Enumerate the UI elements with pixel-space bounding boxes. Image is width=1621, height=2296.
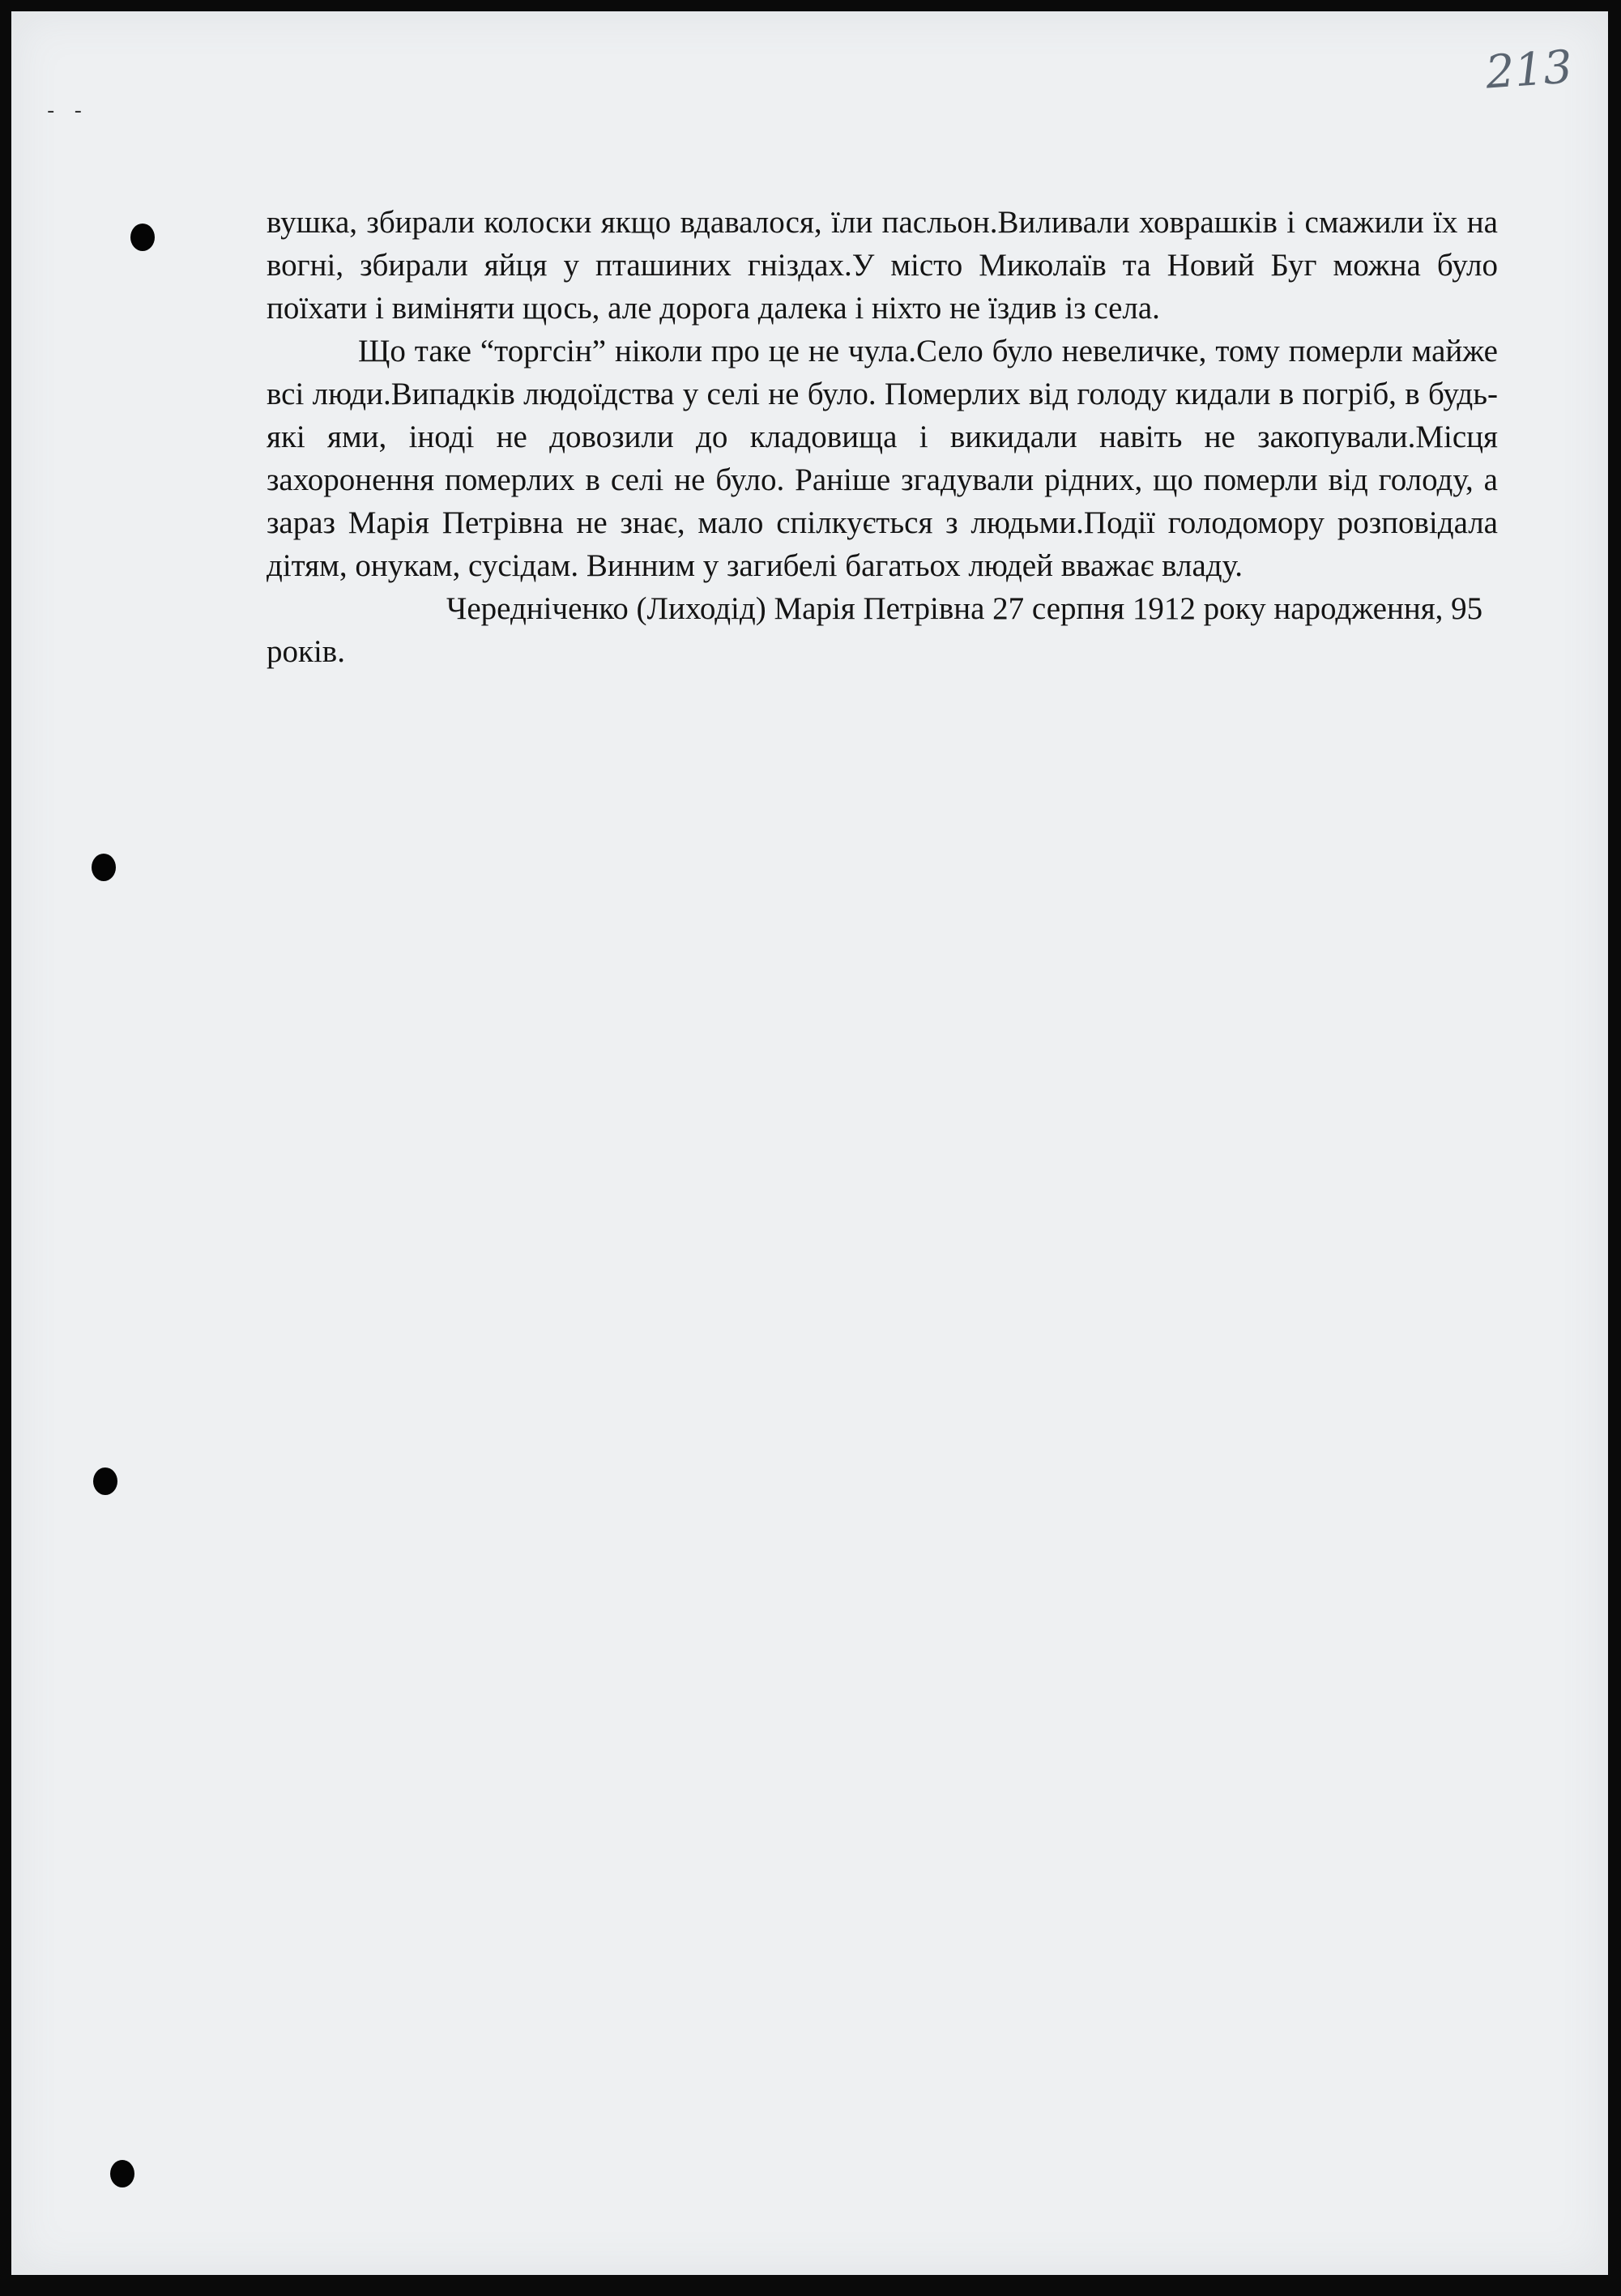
corner-pen-marks: - - [47,99,89,123]
punch-hole-icon [110,2160,134,2187]
paragraph-continuation: вушка, збирали колоски якщо вдавалося, їли пасльон.Виливали ховрашків і смажили їх на вогні, збирали яйця у пташиних гніздах.У місто Миколаїв та Новий Буг можна було поїхати і виміняти щось, але дорога далека і ніхто не їздив із села. [267,205,1498,326]
punch-hole-icon [93,1467,117,1495]
document-body [267,201,1498,673]
document-page [11,11,1608,2275]
paragraph-testimony: Що таке “торгсін” ніколи про це не чула.Село було невеличке, тому померли майже всі люди.Випадків людоїдства у селі не було. Померлих від голоду кидали в погріб, в будь-які ями, іноді не довозили до кладовища і викидали навіть не закопували.Місця захоронення померлих в селі не було. Раніше згадували рідних, що померли від голоду, а зараз Марія Петрівна не знає, мало спілкується з людьми.Події голодомору розповідала дітям, онукам, сусідам. Винним у загибелі багатьох людей вважає владу. [267,334,1498,583]
paragraph-witness-info: Чередніченко (Лиходід) Марія Петрівна 27 серпня 1912 року народження, 95 років. [267,591,1483,669]
punch-hole-icon [130,224,155,251]
handwritten-page-number: 213 [1483,40,1575,100]
punch-hole-icon [92,854,116,881]
